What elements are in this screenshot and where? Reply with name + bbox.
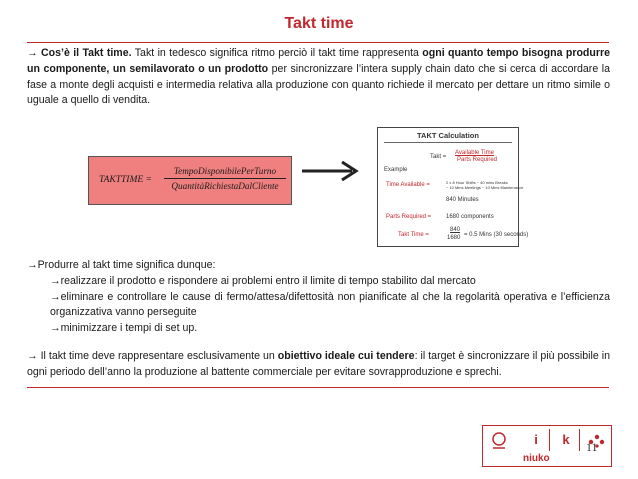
intro-lead: Cos’è il Takt time. [40,47,132,59]
conclusion-text-2: : il target è sincronizzare il più possibile in ogni periodo dell’anno la produzione al battente commerciale per evitare sovrapproduzione e sprechi. [27,350,610,378]
calc-takt-numerator: Available Time [455,150,494,156]
intro-bold: ogni quanto tempo bisogna produrre un componente, un semilavorato o un prodotto [27,47,610,75]
logo-brand: niuko [523,453,550,464]
calc-takt-label: Takt = [430,154,447,160]
intro-paragraph [27,46,610,109]
calc-available-line1: 2 x 8 Hour Shifts ~ 40 mins Breaks [446,180,508,185]
calc-minutes: 840 Minutes [446,197,479,203]
list-intro: →Produrre al takt time significa dunque: [27,259,216,271]
conclusion-text-1: → Il takt time deve rappresentare esclusivamente un [27,350,278,362]
takt-formula-box [88,156,292,205]
slide-title: Takt time [284,15,354,32]
calc-takt-denominator: Parts Required [457,157,498,163]
list-item: →eliminare e controllare le cause di fermo/attesa/difettosità non pianificate al che la regolarità operativa e l’efficienza organizzativa vanno perseguite [50,290,610,319]
conclusion-paragraph [27,349,610,381]
formula-fraction [164,166,286,191]
calc-takt-time-label: Takt Time = [398,232,429,238]
calc-example: Example [384,167,408,173]
calc-parts-value: 1680 components [446,214,494,220]
list-item: →realizzare il prodotto e rispondere ai problemi entro il limite di tempo stabilito dal mercato [50,274,476,287]
calc-takt-time-denominator: 1680 [447,235,461,241]
intro-arrow: → [27,47,38,59]
conclusion-bold: obiettivo ideale cui tendere [277,350,415,362]
calc-available-line2: ~ 10 Mins Meetings ~ 10 Mins Maintenance [446,185,524,190]
calc-takt-time-numerator: 840 [450,227,461,233]
list-item: →minimizzare i tempi di set up. [50,322,198,335]
top-divider [27,42,609,43]
formula-numerator: TempoDisponibilePerTurno [164,166,286,179]
formula-denominator: QuantitàRichiestaDalCliente [171,181,279,191]
formula-lhs: TAKTTIME = [99,175,152,185]
takt-calculation-image [377,127,529,247]
logo-letter-k: k [553,429,580,451]
calc-divider [384,142,512,143]
logo-letter-i: i [523,429,550,451]
calc-available-label: Time Available = [386,182,430,188]
right-arrow-icon [300,160,360,182]
page-number: 11 [586,440,598,454]
intro-text-2: per sincronizzare l’intera supply chain dato che si cerca di accordare la fase a monte degli acquisti e intermedia relativa alla produzione con quanto richiede il mercato per dettare un ritmo simile o uguale a quello di vendita. [27,62,610,107]
bottom-divider [27,387,609,388]
logo-mark-icon [489,430,509,450]
calc-takt-time-result: = 0.5 Mins (30 seconds) [464,232,529,238]
calc-title: TAKT Calculation [417,131,479,140]
meaning-list [27,258,610,337]
calc-parts-label: Parts Required = [386,214,432,220]
intro-text-1: Takt in tedesco significa ritmo perciò il takt time rappresenta [131,47,423,59]
